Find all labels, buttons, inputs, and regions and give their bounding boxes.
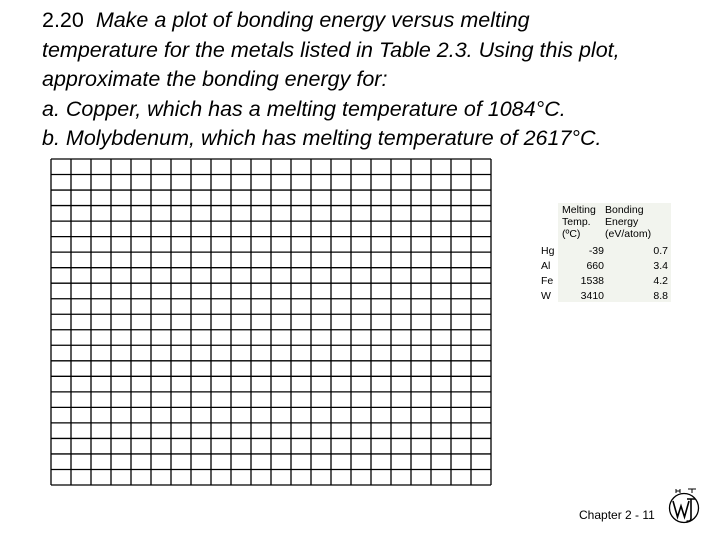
- header-text: Melting: [562, 204, 596, 216]
- wiley-logo: [667, 487, 701, 527]
- table-rows: [536, 245, 672, 305]
- header-text: Bonding: [605, 204, 644, 216]
- melting-temp-value: -39: [588, 245, 604, 257]
- metal-symbol: Hg: [541, 245, 555, 257]
- bonding-energy-value: 4.2: [653, 275, 668, 287]
- page-number: 11: [642, 508, 655, 522]
- problem-part-b: b. Molybdenum, which has melting temperature of 2617°C.: [42, 126, 602, 150]
- bonding-energy-value: 0.7: [653, 245, 668, 257]
- bonding-energy-value: 8.8: [653, 290, 668, 302]
- problem-number: 2.20: [42, 8, 84, 32]
- header-text: (eV/atom): [605, 228, 652, 240]
- table-row: [536, 245, 672, 260]
- melting-temp-header: [562, 204, 596, 240]
- problem-text-line-3: approximate the bonding energy for:: [42, 67, 388, 91]
- melting-temp-value: 1538: [580, 275, 604, 287]
- header-text: Temp.: [562, 216, 591, 228]
- metal-symbol: Fe: [541, 275, 554, 287]
- table-row: [536, 290, 672, 305]
- problem-statement: [42, 6, 712, 154]
- problem-line-1: [42, 6, 712, 36]
- grid-lines: [51, 159, 491, 485]
- graph-paper-grid: [50, 158, 492, 486]
- melting-temp-value: 660: [586, 260, 604, 272]
- slide-footer: [579, 508, 655, 522]
- metal-symbol: W: [541, 290, 551, 302]
- problem-part-a: a. Copper, which has a melting temperature of 1084°C.: [42, 96, 566, 121]
- bonding-energy-value: 3.4: [653, 260, 668, 272]
- header-text: Energy: [605, 216, 639, 228]
- table-row: [536, 260, 672, 275]
- bonding-energy-header: [605, 204, 651, 240]
- table-2-3: [536, 203, 672, 303]
- melting-temp-value: 3410: [580, 290, 604, 302]
- chapter-label: Chapter 2 -: [579, 508, 640, 522]
- problem-text-line-1: Make a plot of bonding energy versus melting: [95, 8, 530, 32]
- header-text: (ºC): [562, 228, 581, 240]
- metal-symbol: Al: [541, 260, 551, 272]
- table-row: [536, 275, 672, 290]
- problem-text-line-2: temperature for the metals listed in Table 2.3. Using this plot,: [42, 37, 620, 62]
